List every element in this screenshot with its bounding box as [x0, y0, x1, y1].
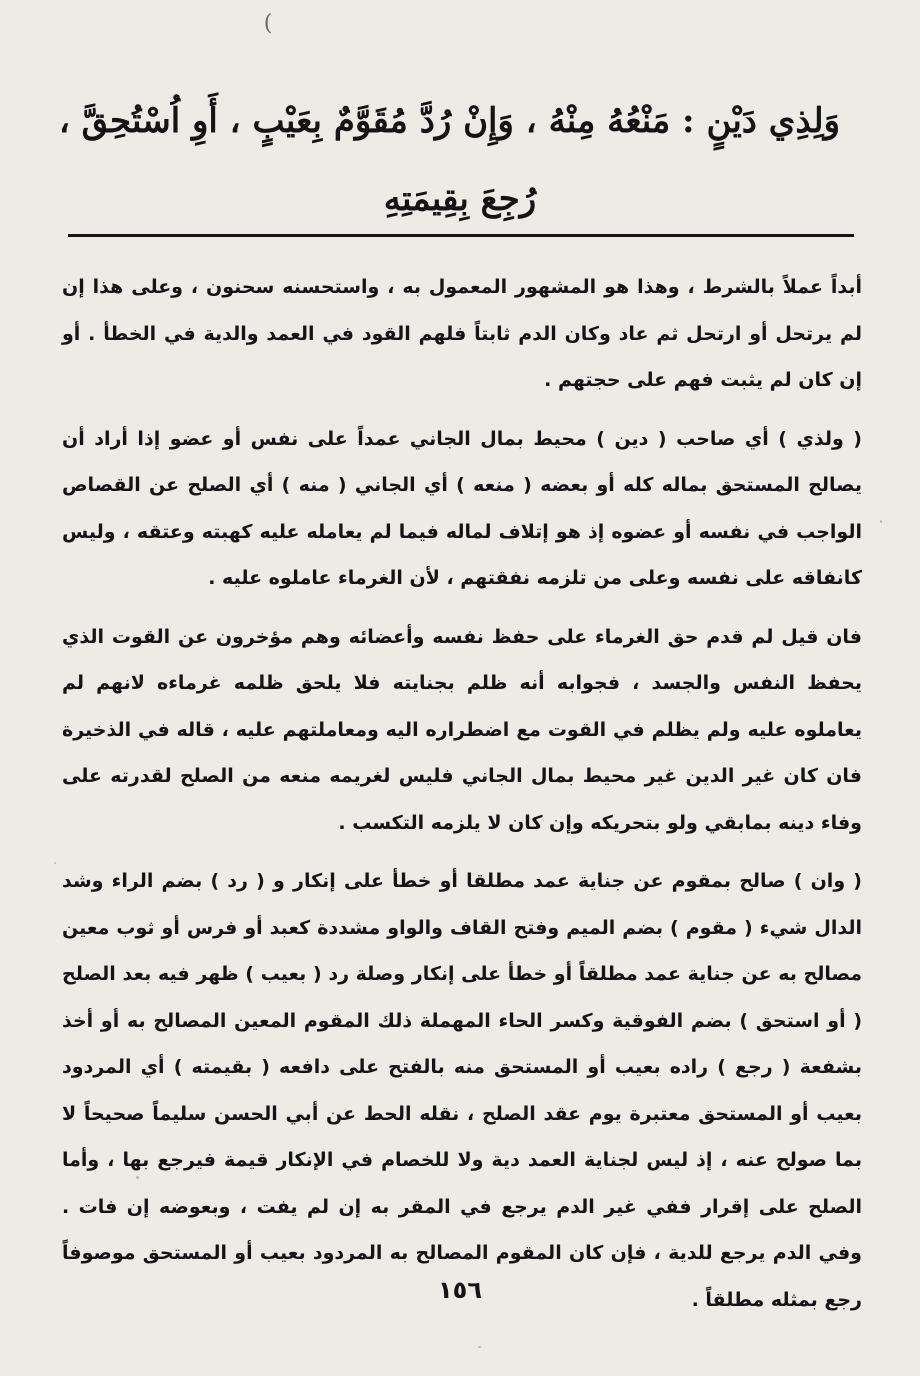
- scan-speck: [478, 1346, 481, 1348]
- commentary-paragraph-1: أبداً عملاً بالشرط ، وهذا هو المشهور المعمول به ، واستحسنه سحنون ، وعلى هذا إن لم يرتحل أو ارتحل ثم عاد وكان الدم ثابتاً فلهم القود في العمد والدية في الخطأ . أو إن كان لم يثبت فهم على حجتهم .: [62, 276, 862, 391]
- commentary-paragraph-3: فان قيل لم قدم حق الغرماء على حفظ نفسه وأعضائه وهم مؤخرون عن القوت الذي يحفظ النفس والجسد ، فجوابه أنه ظلم بجنايته فلا يلحق ظلمه غرماءه لانهم لم يعاملوه عليه ولم يظلم في القوت مع اضطراره اليه ومعاملتهم عليه ، قاله في الذخيرة فان كان غير الدين غير محيط بمال الجاني فليس لغريمه منعه من الصلح لقدرته على وفاء دينه بمابقي ولو بتحريكه وإن كان لا يلزمه التكسب .: [62, 625, 862, 834]
- commentary-paragraph-4: ( وان ) صالح بمقوم عن جناية عمد مطلقا أو خطأ على إنكار و ( رد ) بضم الراء وشد الدال شيء ( مقوم ) بضم الميم وفتح القاف والواو مشددة كعبد أو فرس أو ثوب معين مصالح به عن جناية عمد مطلقاً أو خطأ على إنكار وصلة رد ( بعيب ) ظهر فيه بعد الصلح ( أو استحق ) بضم الفوقية وكسر الحاء المهملة ذلك المقوم المعين المصالح به أو أخذ بشفعة ( رجع ) راده بعيب أو المستحق منه بالفتح على دافعه ( بقيمته ) أي المردود بعيب أو المستحق معتبرة يوم عقد الصلح ، نقله الحط عن أبي الحسن سليماً صحيحاً لا بما صولح عنه ، إذ ليس لجناية العمد دية ولا للخصام في الإنكار قيمة فيرجع بها ، وأما الصلح على إقرار ففي غير الدم يرجع في المقر به إن لم يفت ، وبعوضه إن فات . وفي الدم يرجع للدية ، فإن كان المقوم المصالح به المردود بعيب أو المستحق موصوفاً رجع بمثله مطلقاً .: [62, 870, 862, 1311]
- scan-speck: [54, 862, 56, 864]
- matn-line-2: رُجِعَ بِقِيمَتِهِ: [383, 179, 537, 219]
- page-ornament: (: [263, 11, 273, 36]
- separator-rule: [68, 234, 854, 237]
- commentary-paragraph-2: ( ولذي ) أي صاحب ( دين ) محيط بمال الجاني عمداً على نفس أو عضو إذا أراد أن يصالح المستحق بماله كله أو بعضه ( منعه ) أي الجاني ( منه ) أي الصلح عن القصاص الواجب في نفسه أو عضوه إذ هو إتلاف لماله فيما لم يعامله عليه كهبته وعتقه ، وليس كانفاقه على نفسه وعلى من تلزمه نفقتهم ، لأن الغرماء عاملوه عليه .: [62, 427, 862, 589]
- matn-line-1: وَلِذِي دَيْنٍ : مَنْعُهُ مِنْهُ ، وَإِنْ رُدَّ مُقَوَّمٌ بِعَيْبٍ ، أَوِ اُسْتُحِقَّ ،: [58, 101, 840, 141]
- scan-speck: [880, 520, 882, 523]
- matn-text: [58, 82, 840, 238]
- scan-speck: [136, 1176, 139, 1179]
- page-number: ١٥٦: [438, 1276, 482, 1304]
- commentary-text: [62, 264, 862, 1335]
